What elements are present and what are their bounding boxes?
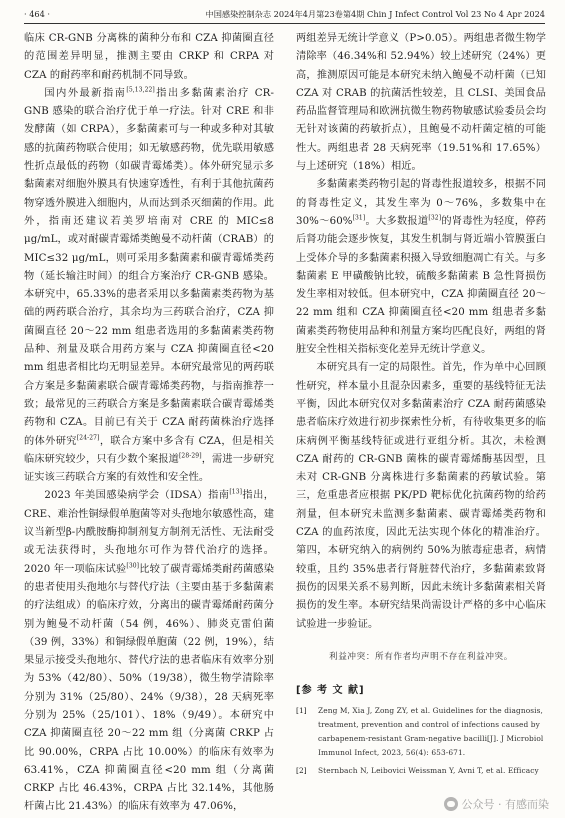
text-run: 。大多数报道 (365, 215, 429, 227)
conflict-of-interest: 利益冲突：所有作者均声明不存在利益冲突。 (329, 651, 513, 662)
text-run: ，联合方案中多含有 CZA，但是相关临床研究较少，只有少数个案报道 (24, 435, 274, 465)
text-run: 2023 年美国感染病学会（IDSA）指南 (44, 490, 230, 502)
reference-number: [1] (296, 706, 307, 716)
reference-item (296, 704, 546, 760)
text-run: 指出，CRE、难治性铜绿假单胞菌等对头孢地尔敏感性高，建议当新型β-内酰胺酶抑制剂复方制剂无活性、无法耐受或无法获得时，头孢地尔可作为替代治疗的选择。2020 年一项临床试验 (24, 490, 274, 575)
paragraph (24, 85, 274, 488)
journal-citation: 中国感染控制杂志 2024年4月第23卷第4期 Chin J Infect Control Vol 23 No 4 Apr 2024 (205, 9, 545, 19)
left-column (24, 30, 274, 817)
paragraph: 两组差异无统计学意义（P>0.05）。两组患者微生物学清除率（46.34%和 52.94%）较上述研究（24%）更高，推测原因可能是本研究未纳入鲍曼不动杆菌（已知 CZA 对 CRAB 的抗菌活性较差，且 CLSI、美国食品药品监督管理局和欧洲抗微生物药物敏感试验委员会均无针对该菌的药敏折点），且鲍曼不动杆菌定植的可能性大。两组患者 28 天病死率（19.51%和 17.65%）与上述研究（18%）相近。 (296, 33, 546, 173)
reference-text: Zeng M, Xia J, Zong ZY, et al. Guidelines for the diagnosis, treatment, prevention and control of infections caused by carbapenem-resistant Gram-negative bacilli[J]. J Microbiol Immunol Infect, 2023, 56(4): 653-671. (318, 706, 544, 758)
paragraph (24, 487, 274, 816)
text-run: 比较了碳青霉烯类耐药菌感染的患者使用头孢地尔与替代疗法（主要由基于多黏菌素的疗法组成）的临床疗效，分离出的碳青霉烯耐药菌分别为鲍曼不动杆菌（54 例，46%）、肺炎克雷伯菌（39 例，33%）和铜绿假单胞菌（22 例，19%），结果显示接受头孢地尔、替代疗法的患者临床有效率分别为 53%（42/80）、50%（19/38），微生物学清除率分别为 31%（25/80）、24%（9/38），28 天病死率分别为 25%（25/101）、18%（9/49）。本研究中 CZA 抑菌圈直径 20～22 mm 组（分离菌 CRKP 占比 90.00%，CRPA 占比 10.00%）的临床有效率为 63.41%，CZA 抑菌圈直径<20 mm 组（分离菌 CRKP 占比 46.43%，CRPA 占比 32.14%，其他肠杆菌占比 21.43%）的临床有效率为 47.06%， (24, 563, 274, 813)
text-run: 国内外最新指南 (44, 87, 127, 99)
watermark-text: 公众号 · 有感而染 (461, 798, 549, 811)
citation: [24-27] (76, 434, 100, 442)
reference-list (296, 704, 546, 778)
running-header (24, 6, 545, 22)
citation: [28-29] (178, 452, 202, 460)
page-number: · 464 · (24, 9, 51, 19)
paragraph: 本研究具有一定的局限性。首先，作为单中心回顾性研究，样本量小且混杂因素多，重要的基线特征无法平衡，因此本研究仅对多黏菌素治疗 CZA 耐药菌感染患者临床疗效进行初步探索性分析，有待收集更多的临床病例平衡基线特征或进行亚组分析。其次，未检测 CZA 耐药的 CR-GNB 菌株的碳青霉烯酶基因型，且未对 CR-GNB 分离株进行多黏菌素的药敏试验。第三，危重患者应根据 PK/PD 靶标优化抗菌药物的给药剂量，但本研究未监测多黏菌素、碳青霉烯类药物和 CZA 的血药浓度，因此无法实现个体化的精准治疗。第四，本研究纳入的病例约 50%为脓毒症患者，病情较重，且约 35%患者行肾脏替代治疗，多黏菌素致肾损伤的因果关系不易判断，因此未统计多黏菌素相关肾损伤的发生率。本研究结果尚需设计严格的多中心临床试验进一步验证。 (296, 362, 546, 630)
citation: [5,13,22] (126, 86, 155, 94)
reference-text: Sternbach N, Leibovici Weissman Y, Avni T, et al. Efficacy (318, 766, 539, 776)
paragraph (296, 176, 546, 359)
citation: [32] (428, 214, 442, 222)
paragraph: 临床 CR-GNB 分离株的菌种分布和 CZA 抑菌圈直径的范围差异明显，推测主要由 CRKP 和 CRPA 对 CZA 的耐药率和耐药机制不同导致。 (24, 33, 274, 81)
text-run: ，需进一步研究证实该三药联合方案的有效性和安全性。 (24, 453, 274, 484)
text-run: 多黏菌素类药物引起的肾毒性报道较多，根据不同的肾毒性定义，其发生率为 0～76%，多数集中在 30%～60% (296, 179, 546, 227)
references-heading: [参 考 文 献] (296, 685, 365, 697)
header-rule (24, 23, 545, 24)
text-run: 指出多黏菌素治疗 CR-GNB 感染的联合治疗优于单一疗法。针对 CRE 和非发酵菌（如 CRPA），多黏菌素可与一种或多种对其敏感的抗菌药物联合使用；如无敏感药物，优先联用敏感性折点最低的药物（如碳青霉烯类）。体外研究显示多黏菌素对细胞外膜具有快速穿透性，有利于其他抗菌药物穿透外膜进入细胞内，从而达到杀灭细菌的作用。此外，指南还建议若美罗培南对 CRE 的 MIC≤8 μg/mL，或对耐碳青霉烯类鲍曼不动杆菌（CRAB）的 MIC≤32 μg/mL，则可采用多黏菌素和碳青霉烯类药物（延长输注时间）的组合方案治疗 CR-GNB 感染。本研究中，65.33%的患者采用以多黏菌素类药物为基础的两药联合治疗，其余均为三药联合治疗，CZA 抑菌圈直径 20～22 mm 组患者选用的多黏菌素类药物品种、剂量及联合用药方案与 CZA 抑菌圈直径<20 mm 组患者相比均无明显差异。本研究最常见的两药联合方案是多黏菌素联合碳青霉烯类药物，与指南推荐一致；最常见的三药联合方案是多黏菌素联合碳青霉烯类药物和 CZA。目前已有关于 CZA 耐药菌株治疗选择的体外研究 (24, 87, 274, 447)
reference-item (296, 764, 546, 778)
right-column (296, 30, 546, 778)
text-run: 的肾毒性为轻度，停药后肾功能会逐步恢复，其发生机制与肾近端小管膜蛋白上受体介导的多黏菌素积摄入导致细胞凋亡有关。与多黏菌素 E 甲磺酸钠比较，硫酸多黏菌素 B 急性肾损伤发生率相对较低。但本研究中，CZA 抑菌圈直径 20～22 mm 组和 CZA 抑菌圈直径<20 mm 组患者多黏菌素类药物使用品种和剂量方案均匹配良好，两组的肾脏安全性相关指标变化差异无统计学意义。 (296, 215, 546, 356)
reference-number: [2] (296, 766, 307, 776)
citation: [13] (229, 489, 243, 497)
wechat-icon (444, 797, 458, 811)
citation: [31] (352, 214, 366, 222)
citation: [30] (126, 562, 140, 570)
watermark (444, 796, 550, 812)
